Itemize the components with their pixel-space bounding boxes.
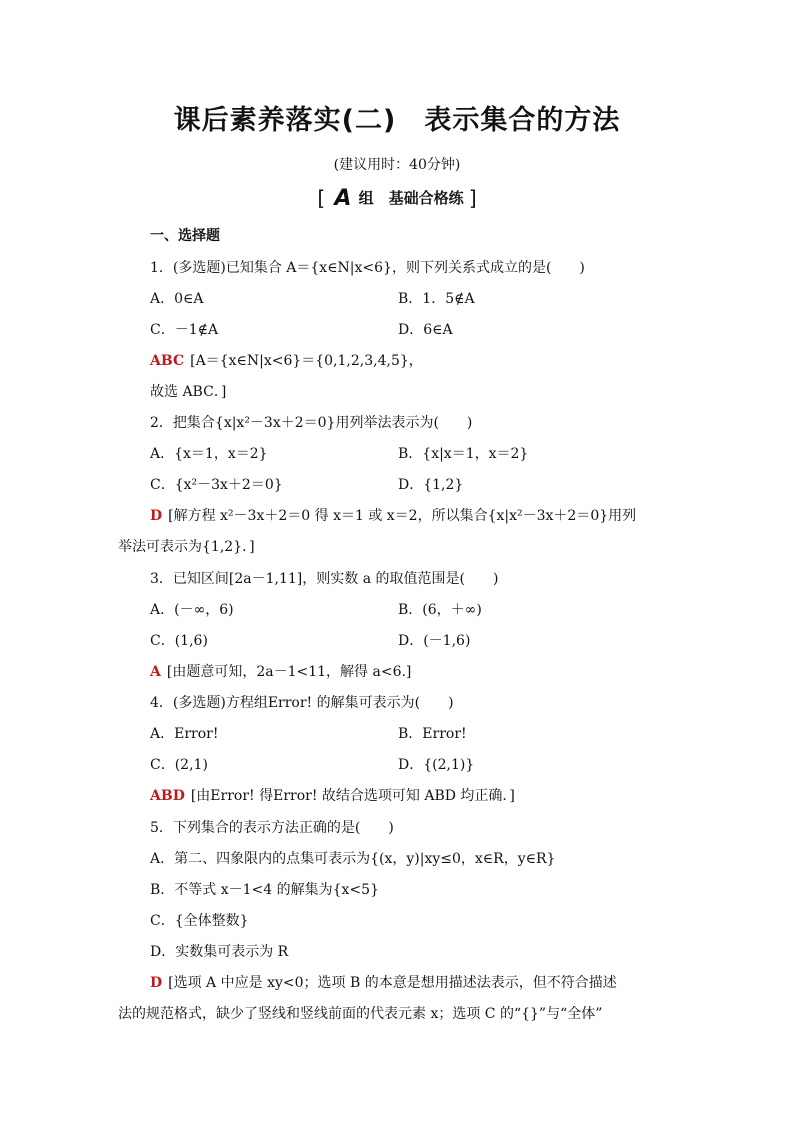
q3-option-c: C．(1,6) xyxy=(150,633,208,649)
q2-answer: D xyxy=(150,508,163,524)
q1-option-b: B．1．5∉A xyxy=(398,291,475,307)
q4-explanation-line1: [由Error! 得Error! 故结合选项可知 ABD 均正确．] xyxy=(190,788,515,804)
q5-answer: D xyxy=(150,975,163,991)
q4-option-c: C．(2,1) xyxy=(150,757,208,773)
q3-stem: 3．已知区间[2a－1,11]，则实数 a 的取值范围是( ) xyxy=(150,571,499,587)
q1-answer: ABC xyxy=(150,353,185,369)
q2-option-b: B．{x|x＝1，x＝2} xyxy=(398,446,529,462)
q5-explanation-line1: [选项 A 中应是 xy<0；选项 B 的本意是想用描述法表示，但不符合描述 xyxy=(168,975,617,991)
group-heading xyxy=(0,186,794,211)
q4-option-d: D．{(2,1)} xyxy=(398,757,475,773)
q3-answer: A xyxy=(150,664,161,680)
q5-explanation xyxy=(150,972,617,992)
q3-option-b: B．(6，＋∞) xyxy=(398,602,482,618)
q3-option-a: A．(－∞，6) xyxy=(150,602,234,618)
q4-option-b: B．Error! xyxy=(398,726,467,742)
q2-explanation-line2: 举法可表示为{1,2}．] xyxy=(118,539,255,555)
q5-option-b: B．不等式 x－1<4 的解集为{x<5} xyxy=(150,882,379,898)
q1-option-c: C．－1∉A xyxy=(150,322,219,338)
q4-option-a: A．Error! xyxy=(150,726,219,742)
group-letter: A xyxy=(334,186,352,211)
q5-option-c: C．{全体整数} xyxy=(150,913,249,929)
q1-option-d: D．6∈A xyxy=(398,322,453,338)
q5-explanation-line2: 法的规范格式，缺少了竖线和竖线前面的代表元素 x；选项 C 的“{}”与“全体” xyxy=(118,1006,603,1022)
time-suggestion: (建议用时：40分钟) xyxy=(333,157,461,173)
right-bracket: ] xyxy=(468,186,477,210)
q1-explanation xyxy=(150,350,423,370)
q1-explanation-line2: 故选 ABC．] xyxy=(150,384,227,400)
q2-option-c: C．{x²－3x＋2＝0} xyxy=(150,477,283,493)
section-heading: 一、选择题 xyxy=(150,228,220,244)
q1-stem: 1．(多选题)已知集合 A＝{x∈N|x<6}，则下列关系式成立的是( ) xyxy=(150,260,585,276)
q4-stem: 4．(多选题)方程组Error! 的解集可表示为( ) xyxy=(150,695,454,711)
q3-option-d: D．(－1,6) xyxy=(398,633,471,649)
q1-option-a: A．0∈A xyxy=(150,291,204,307)
q5-option-d: D．实数集可表示为 R xyxy=(150,944,289,960)
q4-explanation xyxy=(150,785,515,805)
q2-explanation-line1: [解方程 x²－3x＋2＝0 得 x＝1 或 x＝2，所以集合{x|x²－3x＋2＝0}用列 xyxy=(168,508,637,524)
q2-option-a: A．{x＝1，x＝2} xyxy=(150,446,268,462)
q2-option-d: D．{1,2} xyxy=(398,477,464,493)
q2-stem: 2．把集合{x|x²－3x＋2＝0}用列举法表示为( ) xyxy=(150,415,473,431)
left-bracket: [ xyxy=(317,186,326,210)
q4-answer: ABD xyxy=(150,788,185,804)
q3-explanation xyxy=(150,661,411,681)
q1-explanation-line1: [A＝{x∈N|x<6}＝{0,1,2,3,4,5}， xyxy=(190,353,423,369)
q3-explanation-line1: [由题意可知，2a－1<11，解得 a<6.] xyxy=(166,664,412,680)
q5-stem: 5．下列集合的表示方法正确的是( ) xyxy=(150,820,394,836)
q5-option-a: A．第二、四象限内的点集可表示为{(x，y)|xy≤0，x∈R，y∈R} xyxy=(150,851,556,867)
group-label: 组 基础合格练 xyxy=(358,189,464,207)
q2-explanation xyxy=(150,505,636,525)
page-title: 课后素养落实(二) 表示集合的方法 xyxy=(173,105,621,136)
